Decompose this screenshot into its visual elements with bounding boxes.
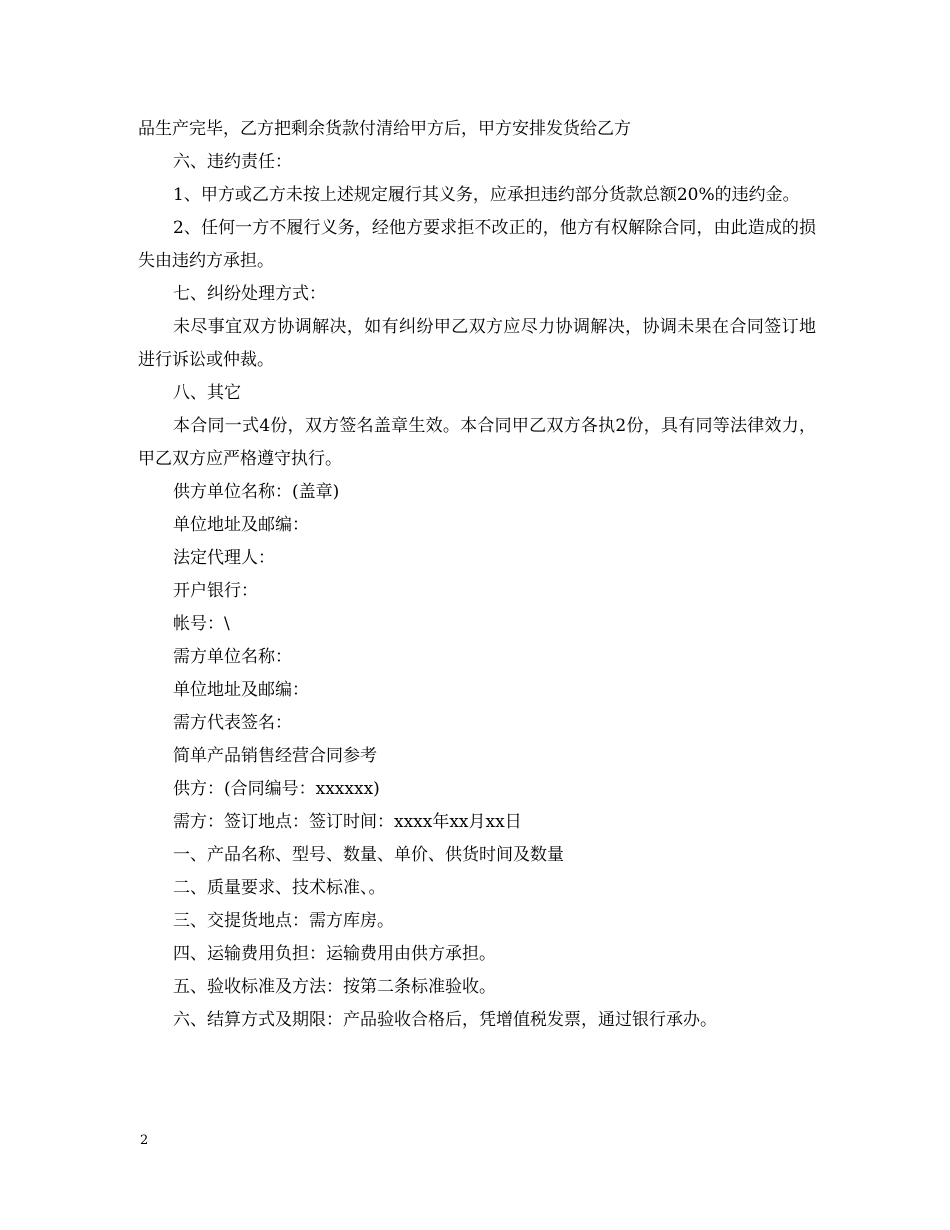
section-heading-other: 八、其它	[173, 383, 241, 403]
form-field-supplier: 供方：(合同编号：xxxxxx)	[173, 779, 380, 799]
form-field-account: 帐号：\	[173, 614, 230, 634]
clause-product: 一、产品名称、型号、数量、单价、供货时间及数量	[173, 845, 564, 865]
form-field-supplier-address: 单位地址及邮编：	[173, 515, 309, 535]
clause-settlement: 六、结算方式及期限：产品验收合格后，凭增值税发票，通过银行承办。	[173, 1010, 717, 1030]
clause-delivery: 三、交提货地点：需方库房。	[173, 911, 394, 931]
clause-acceptance: 五、验收标准及方法：按第二条标准验收。	[173, 977, 496, 997]
form-field-legal-representative: 法定代理人：	[173, 548, 275, 568]
form-field-buyer-signature: 需方代表签名：	[173, 713, 292, 733]
section-heading-dispute-resolution: 七、纠纷处理方式：	[173, 284, 326, 304]
paragraph: 2、任何一方不履行义务，经他方要求拒不改正的，他方有权解除合同，由此造成的损失由违约方承担。	[138, 218, 816, 271]
paragraph: 未尽事宜双方协调解决，如有纠纷甲乙双方应尽力协调解决，协调未果在合同签订地进行诉讼或仲裁。	[138, 317, 816, 370]
paragraph: 本合同一式4份，双方签名盖章生效。本合同甲乙双方各执2份，具有同等法律效力，甲乙双方应严格遵守执行。	[138, 416, 816, 469]
form-field-buyer-address: 单位地址及邮编：	[173, 680, 309, 700]
clause-quality: 二、质量要求、技术标准、。	[173, 878, 386, 898]
form-field-supplier-name: 供方单位名称：(盖章)	[173, 482, 340, 502]
document-body	[138, 113, 816, 1037]
paragraph: 1、甲方或乙方未按上述规定履行其义务，应承担违约部分货款总额20%的违约金。	[173, 185, 800, 205]
paragraph: 品生产完毕，乙方把剩余货款付清给甲方后，甲方安排发货给乙方	[138, 119, 631, 139]
form-field-buyer: 需方：签订地点：签订时间：xxxx年xx月xx日	[173, 812, 522, 832]
form-field-bank: 开户银行：	[173, 581, 258, 601]
clause-transport: 四、运输费用负担：运输费用由供方承担。	[173, 944, 496, 964]
section-heading-breach-liability: 六、违约责任：	[173, 152, 292, 172]
form-field-buyer-name: 需方单位名称：	[173, 647, 292, 667]
contract-title: 简单产品销售经营合同参考	[173, 746, 377, 766]
page-number: 2	[140, 1133, 149, 1148]
